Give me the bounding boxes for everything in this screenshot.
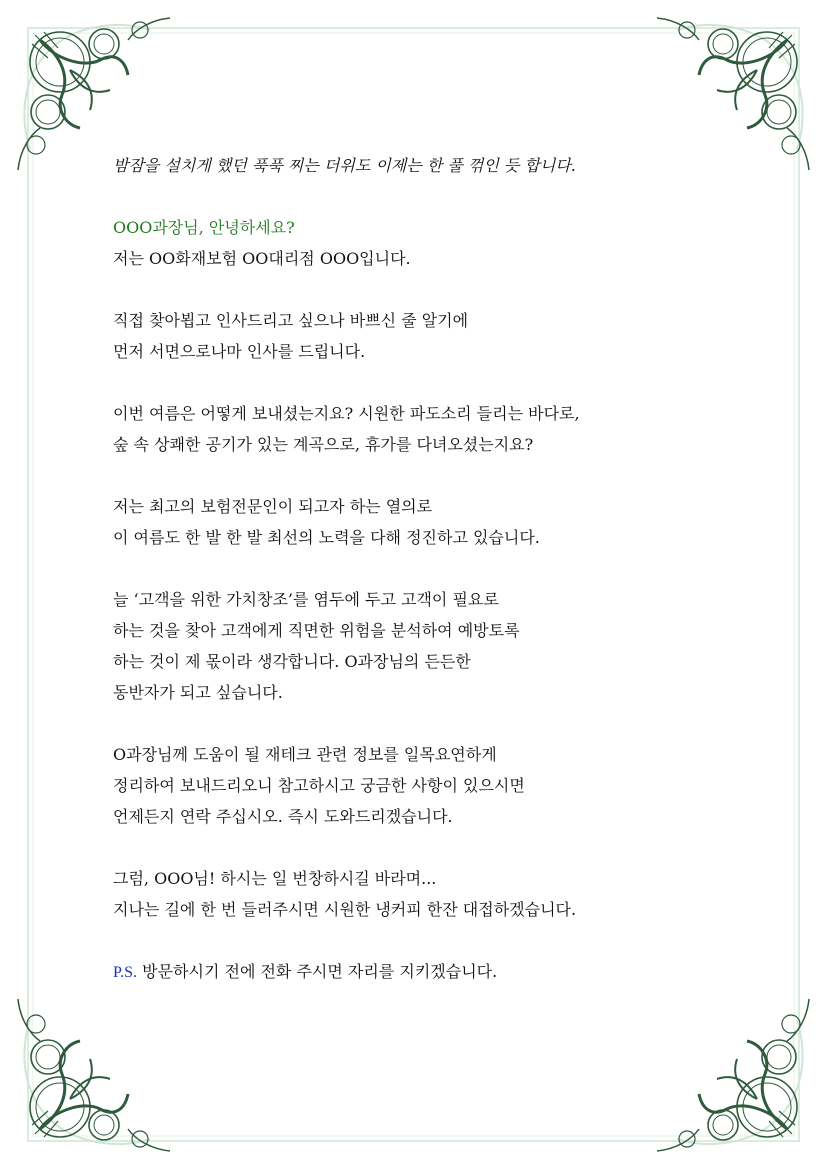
ps-text: 방문하시기 전에 전화 주시면 자리를 지키겠습니다. <box>137 962 498 981</box>
paragraph-line: 숲 속 상쾌한 공기가 있는 계곡으로, 휴가를 다녀오셨는지요? <box>113 435 534 454</box>
paragraph-line: 저는 최고의 보험전문인이 되고자 하는 열의로 <box>113 497 433 516</box>
paragraph-line: 정리하여 보내드리오니 참고하시고 궁금한 사항이 있으시면 <box>113 776 525 795</box>
ps-label: P.S. <box>113 964 138 981</box>
greeting-line: OOO과장님, 안녕하세요? <box>113 218 295 237</box>
ornament-bottom-left <box>18 999 170 1151</box>
ornament-top-right <box>657 18 809 170</box>
ps-line <box>113 956 753 988</box>
ornament-top-left <box>18 18 170 170</box>
paragraph-line: 지나는 길에 한 번 들러주시면 시원한 냉커피 한잔 대접하겠습니다. <box>113 900 577 919</box>
paragraph-line: 늘 ‘고객을 위한 가치창조’를 염두에 두고 고객이 필요로 <box>113 590 499 609</box>
paragraph-line: 이번 여름은 어떻게 보내셨는지요? 시원한 파도소리 들리는 바다로, <box>113 404 580 423</box>
paragraph-line: 이 여름도 한 발 한 발 최선의 노력을 다해 정진하고 있습니다. <box>113 528 540 547</box>
paragraph-line: 그럼, OOO님! 하시는 일 번창하시길 바라며... <box>113 869 437 888</box>
paragraph-line: O과장님께 도움이 될 재테크 관련 정보를 일목요연하게 <box>113 745 497 764</box>
paragraph-line: 직접 찾아뵙고 인사드리고 싶으나 바쁘신 줄 알기에 <box>113 311 469 330</box>
paragraph-line: 언제든지 연락 주십시오. 즉시 도와드리겠습니다. <box>113 807 453 826</box>
paragraph-line: 먼저 서면으로나마 인사를 드립니다. <box>113 342 366 361</box>
paragraph-line: 하는 것이 제 몫이라 생각합니다. O과장님의 든든한 <box>113 652 471 671</box>
paragraph-line: 하는 것을 찾아 고객에게 직면한 위험을 분석하여 예방토록 <box>113 621 520 640</box>
intro-line: 밤잠을 설치게 했던 푹푹 찌는 더위도 이제는 한 풀 꺾인 듯 합니다. <box>113 156 576 175</box>
ornament-bottom-right <box>657 999 809 1151</box>
paragraph-line: 동반자가 되고 싶습니다. <box>113 683 283 702</box>
letter-body <box>113 150 753 988</box>
self-intro-line: 저는 OO화재보험 OO대리점 OOO입니다. <box>113 249 411 268</box>
